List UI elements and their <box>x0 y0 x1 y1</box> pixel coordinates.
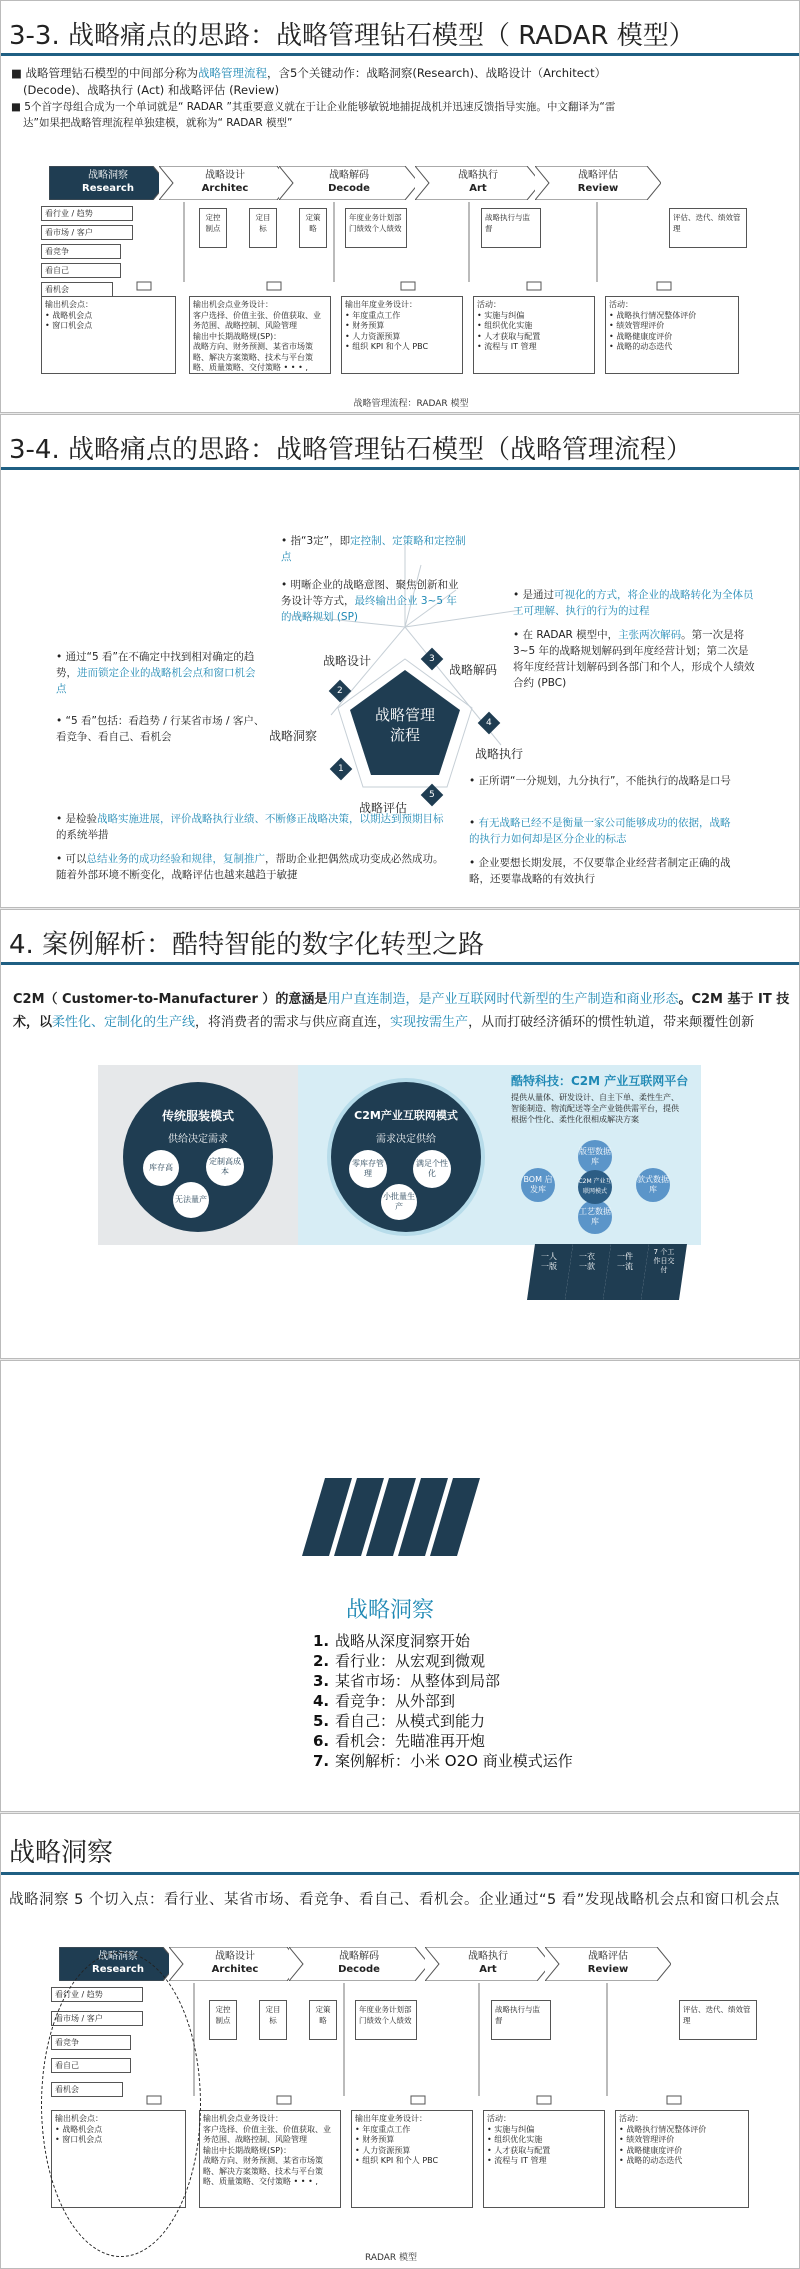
badge-5: 5 <box>421 784 444 807</box>
dim-decode: 战略解码 <box>449 663 498 677</box>
slide-title: 3-4. 战略痛点的思路：战略管理钻石模型（战略管理流程） <box>9 435 692 465</box>
note-research-1: • 通过“5 看”在不确定中找到相对确定的趋势，进而锁定企业的战略机会点和窗口机会点 <box>56 651 256 695</box>
kute-circle-2: 款式数据库 <box>636 1168 670 1202</box>
radar-caption: RADAR 模型 <box>364 2253 418 2263</box>
badge-1: 1 <box>330 758 353 781</box>
bottom-box-1: 输出机会点业务设计： 客户选择、价值主张、价值获取、业务范围、战略控制、风险管理 输出中长期战略规(SP)： 战略方向、财务预测、某省市场策略、解决方案策略、技术与平台策略、质量策略、交付策略 • • • , <box>199 2110 341 2208</box>
bullet-2: ■ 5个首字母组合成为一个单词就是“ RADAR ”其重要意义就在于让企业能够敏锐地捕捉战机并迅速反馈指导实施。中文翻译为“雷 <box>11 101 616 113</box>
note-research-2: • “5 看”包括：看趋势 / 行某省市场 / 客户、看竞争、看自己、看机会 <box>56 715 265 743</box>
kute-circle-4: BOM 启发库 <box>521 1168 555 1202</box>
note-design-2: • 明晰企业的战略意图、聚焦创新和业务设计等方式，最终输出企业 3~5 年的战略规划 (SP) <box>281 579 459 623</box>
bottom-box-3: 活动： • 实施与纠偏 • 组织优化实施 • 人才获取与配置 • 流程与 IT 管理 <box>473 296 595 374</box>
bottom-box-4: 活动： • 战略执行情况整体评价 • 绩效管理评价 • 战略健康度评价 • 战略的动态迭代 <box>615 2110 749 2208</box>
design-box-1: 定目标 <box>259 2000 287 2040</box>
radar-diagram <box>45 166 799 396</box>
slide-strategy-process <box>0 414 800 908</box>
stage-3: 战略执行 Art <box>415 166 541 200</box>
pillar-2: 一衣一款 <box>579 1252 595 1271</box>
research-paragraph: 战略洞察 5 个切入点：看行业、某省市场、看竞争、看自己、看机会。企业通过“5 看”发现战略机会点和窗口机会点 <box>9 1892 780 1908</box>
stage-0: 战略洞察 Research <box>59 1947 177 1981</box>
slide-title: 3-3. 战略痛点的思路：战略管理钻石模型（ RADAR 模型） <box>9 21 695 51</box>
c2m-paragraph: C2M（ Customer-to-Manufacturer ）的意涵是用户直连制造，是产业互联网时代新型的生产制造和商业形态。C2M 基于 IT 技术，以柔性化、定制化的生产线，将消费者的需求与供应商直连，实现按需生产，从而打破经济循环的惯性轨道，带来颠覆性创新 <box>13 992 790 1030</box>
trad-item-2: 定制高成本 <box>206 1148 244 1186</box>
look-3: 看自己 <box>41 263 121 278</box>
kute-pillars <box>1 910 800 1359</box>
design-box-1: 定目标 <box>249 208 277 248</box>
stage-1: 战略设计 Architec <box>159 166 291 200</box>
look-2: 看竞争 <box>51 2035 131 2050</box>
slide-title: 战略洞察 <box>9 1838 114 1868</box>
bullet-1-cont: (Decode)、战略执行 (Act) 和战略评估 (Review) <box>23 83 280 97</box>
dim-execute: 战略执行 <box>475 747 524 761</box>
trad-sub: 供给决定需求 <box>168 1134 228 1145</box>
dim-research: 战略洞察 <box>269 729 318 743</box>
c2m-item-3: 小批量生产 <box>381 1184 417 1220</box>
bullet-2-cont: 达”如果把战略管理流程单独建模，就称为“ RADAR 模型” <box>23 117 293 129</box>
slide-section-cover <box>0 1360 800 1812</box>
slide-research <box>0 1813 800 2269</box>
bottom-box-0: 输出机会点： • 战略机会点 • 窗口机会点 <box>41 296 176 374</box>
look-0: 看行业 / 趋势 <box>41 206 133 221</box>
kute-circle-3: 工艺数据库 <box>578 1200 612 1234</box>
bullet-1: ■ 战略管理钻石模型的中间部分称为战略管理流程，含5个关键动作：战略洞察(Research)、战略设计（Architect） <box>11 66 607 80</box>
connector-lines <box>49 166 769 296</box>
review-box: 评估、迭代、绩效管理 <box>669 208 747 248</box>
kute-title: 酷特科技：C2M 产业互联网平台 <box>511 1074 689 1088</box>
slide-radar-model <box>0 0 800 413</box>
pillar-3: 一件一流 <box>617 1252 633 1271</box>
look-4: 看机会 <box>41 282 113 297</box>
bottom-box-0: 输出机会点： • 战略机会点 • 窗口机会点 <box>51 2110 186 2208</box>
design-box-0: 定控制点 <box>199 208 227 248</box>
bottom-box-2: 输出年度业务设计： • 年度重点工作 • 财务预算 • 人力资源预算 • 组织 KPI 和个人 PBC <box>351 2110 473 2208</box>
c2m-item-2: 满足个性化 <box>413 1150 451 1188</box>
decode-box: 年度业务计划部门绩效个人绩效 <box>355 2000 417 2040</box>
kute-circle-5: C2M 产业互联网模式 <box>578 1170 612 1204</box>
bottom-box-4: 活动： • 战略执行情况整体评价 • 绩效管理评价 • 战略健康度评价 • 战略的动态迭代 <box>605 296 739 374</box>
c2m-item-1: 零库存管理 <box>349 1150 387 1188</box>
slide-title: 4. 案例解析：酷特智能的数字化转型之路 <box>9 930 485 960</box>
toc-item-2: 2. 看行业：从宏观到微观 <box>313 1652 486 1670</box>
toc-item-6: 6. 看机会：先瞄准再开炮 <box>313 1732 486 1750</box>
c2m-title: C2M产业互联网模式 <box>354 1109 458 1122</box>
decode-box: 年度业务计划部门绩效个人绩效 <box>345 208 407 248</box>
toc-item-5: 5. 看自己：从模式到能力 <box>313 1712 486 1730</box>
center-label: 战略管理 流程 <box>374 706 435 744</box>
bottom-box-1: 输出机会点业务设计： 客户选择、价值主张、价值获取、业务范围、战略控制、风险管理 输出中长期战略规(SP)： 战略方向、财务预测、某省市场策略、解决方案策略、技术与平台策略、质量策略、交付策略 • • • , <box>189 296 331 374</box>
c2m-sub: 需求决定供给 <box>376 1134 436 1145</box>
section-heading: 战略洞察 <box>346 1598 435 1623</box>
badge-3: 3 <box>421 648 444 671</box>
look-2: 看竞争 <box>41 244 121 259</box>
note-review-2: • 可以总结业务的成功经验和规律，复制推广，帮助企业把偶然成功变成必然成功。随着外部环境不断变化，战略评估也越来越趋于敏捷 <box>56 853 444 881</box>
act-box: 战略执行与监督 <box>481 208 541 248</box>
stage-1: 战略设计 Architec <box>169 1947 301 1981</box>
look-1: 看市场 / 客户 <box>51 2011 143 2026</box>
trad-title: 传统服装模式 <box>161 1109 234 1123</box>
design-box-2: 定策略 <box>309 2000 337 2040</box>
title-rule <box>1 53 799 56</box>
stage-4: 战略评估 Review <box>535 166 661 200</box>
note-decode-1: • 是通过可视化的方式，将企业的战略转化为全体员工可理解、执行的行为的过程 <box>513 589 754 617</box>
note-design-1: • 指“3定”，即定控制、定策略和定控制点 <box>281 535 466 563</box>
design-box-0: 定控制点 <box>209 2000 237 2040</box>
title-rule <box>1 1872 799 1875</box>
note-execute-1: • 正所谓“一分规划，九分执行”，不能执行的战略是口号 <box>469 775 731 787</box>
badge-2: 2 <box>329 680 352 703</box>
look-0: 看行业 / 趋势 <box>51 1987 143 2002</box>
toc-item-7: 7. 案例解析：小米 O2O 商业模式运作 <box>313 1752 573 1770</box>
kute-circle-1: 版型数据库 <box>578 1140 612 1174</box>
research-highlight-ellipse <box>41 1952 201 2257</box>
slide-case-study <box>0 909 800 1359</box>
look-3: 看自己 <box>51 2058 131 2073</box>
note-execute-3: • 企业要想长期发展，不仅要靠企业经营者制定正确的战略，还要靠战略的有效执行 <box>469 857 731 885</box>
note-decode-2: • 在 RADAR 模型中，主张两次解码。第一次是将 3~5 年的战略规划解码到年度经营计划；第二次是将年度经营计划解码到各部门和个人，形成个人绩效合约 (PBC) <box>513 629 755 689</box>
stage-4: 战略评估 Review <box>545 1947 671 1981</box>
dim-review: 战略评估 <box>359 801 408 815</box>
look-1: 看市场 / 客户 <box>41 225 133 240</box>
stage-2: 战略解码 Decode <box>279 166 419 200</box>
review-box: 评估、迭代、绩效管理 <box>679 2000 757 2040</box>
design-box-2: 定策略 <box>299 208 327 248</box>
bottom-box-3: 活动： • 实施与纠偏 • 组织优化实施 • 人才获取与配置 • 流程与 IT 管理 <box>483 2110 605 2208</box>
note-execute-2: • 有无战略已经不是衡量一家公司能够成功的依据，战略的执行力如何却是区分企业的标志 <box>469 817 731 845</box>
stage-2: 战略解码 Decode <box>289 1947 429 1981</box>
badge-4: 4 <box>478 712 501 735</box>
toc-item-4: 4. 看竞争：从外部到 <box>313 1692 456 1710</box>
bottom-box-2: 输出年度业务设计： • 年度重点工作 • 财务预算 • 人力资源预算 • 组织 KPI 和个人 PBC <box>341 296 463 374</box>
kute-desc: 提供从量体、研发设计、自主下单、柔性生产、智能制造、物流配送等全产业链供需平台，提供根据个性化、柔性化很相成解决方案 <box>511 1093 679 1124</box>
pillar-1: 一人一版 <box>541 1252 557 1271</box>
act-box: 战略执行与监督 <box>491 2000 551 2040</box>
stage-3: 战略执行 Art <box>425 1947 551 1981</box>
trad-item-3: 无法量产 <box>173 1182 209 1218</box>
look-4: 看机会 <box>51 2082 123 2097</box>
note-review-1: • 是检验战略实施进展，评价战略执行业绩、不断修正战略决策，以期达到预期目标的系统举措 <box>56 813 444 841</box>
toc-item-3: 3. 某省市场：从整体到局部 <box>313 1672 501 1690</box>
pillar-4: 7 个工作日交付 <box>653 1248 675 1274</box>
toc-item-1: 1. 战略从深度洞察开始 <box>313 1632 471 1650</box>
radar-caption: 战略管理流程：RADAR 模型 <box>353 399 469 409</box>
stage-0: 战略洞察 Research <box>49 166 167 200</box>
dim-design: 战略设计 <box>323 654 372 668</box>
trad-item-1: 库存高 <box>143 1150 179 1186</box>
